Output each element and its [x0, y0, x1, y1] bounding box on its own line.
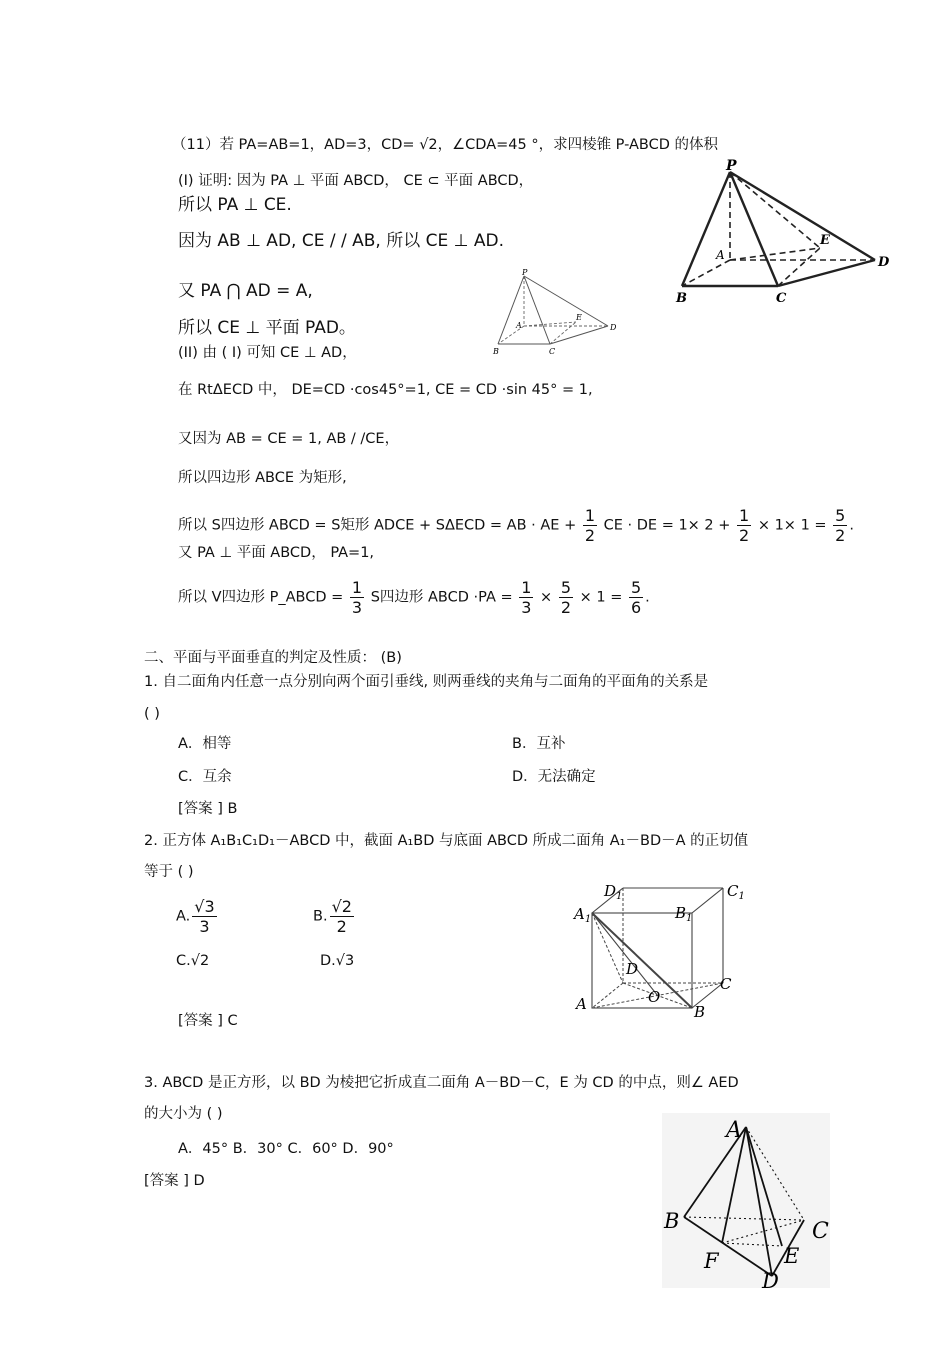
small-label-B: B [493, 347, 499, 356]
q1-option-a: A．相等 [178, 736, 232, 752]
proof-i-line1: (I) 证明: 因为 PA ⊥ 平面 ABCD， CE ⊂ 平面 ABCD， [178, 173, 534, 189]
area-equation: 所以 S四边形 ABCD = S矩形 ADCE + SΔECD = AB · AE + $\frac{1}{2}$ CE · DE = 1× 2 + $\frac{1}{2}$ × 1× 1 = $\frac{5}{2}$ . [178, 506, 854, 545]
area-expr-c: × 1× 1 = [757, 517, 827, 534]
third-den: 3 [351, 598, 363, 617]
label-D: D [878, 255, 890, 270]
cube-label-D: D [626, 960, 639, 978]
label-P: P [726, 158, 737, 174]
res-num-2: 5 [560, 578, 571, 597]
small-label-C: C [549, 347, 556, 356]
half-num-2: 1 [739, 506, 750, 525]
cube-label-C: C [720, 975, 732, 993]
proof-i-line4: 又 PA ⋂ AD = A, [178, 281, 313, 301]
res-den: 2 [835, 526, 846, 545]
half-den: 2 [584, 526, 596, 545]
q2-b-label: B. [313, 908, 328, 925]
proof-ii-line4: 所以四边形 ABCE 为矩形, [178, 470, 347, 486]
cube-label-A: A [576, 995, 587, 1013]
q2-stem-2: 等于 ( ) [144, 864, 194, 880]
q1-paren: ( ) [144, 706, 160, 722]
fraction-result [833, 506, 847, 545]
vol-num: 5 [630, 578, 642, 597]
volume-equation: 所以 V四边形 P_ABCD = $\frac{1}{3}$ S四边形 ABCD ·PA = $\frac{1}{3}$ × $\frac{5}{2}$ × 1 = $\frac{5}{6}$ . [178, 578, 650, 617]
pyramid-figure-small [490, 268, 620, 358]
proof-ii-line5: 又 PA ⊥ 平面 ABCD， PA=1, [178, 545, 375, 561]
q2-b-den: 2 [336, 917, 347, 936]
area-expr-a: S四边形 ABCD = S矩形 ADCE + SΔECD = AB · AE + [211, 517, 577, 534]
vol-expr-d: × 1 = [579, 589, 623, 606]
fold-figure [662, 1113, 837, 1293]
q2-a-label: A. [176, 908, 191, 925]
q2-b-frac [330, 897, 354, 936]
q1-option-c: C．互余 [178, 769, 232, 785]
vol-expr-c: × [540, 589, 553, 606]
section2-heading: 二、平面与平面垂直的判定及性质： (B) [144, 650, 402, 666]
label-A: A [716, 248, 725, 262]
third-den-2: 3 [521, 598, 532, 617]
proof-i-line5: 所以 CE ⊥ 平面 PAD。 [178, 318, 356, 338]
fraction-volume [629, 578, 643, 617]
proof-i-line3: 因为 AB ⊥ AD, CE / / AB, 所以 CE ⊥ AD. [178, 231, 504, 251]
cube-figure [570, 878, 760, 1023]
small-label-E: E [576, 313, 582, 322]
q3-stem-2: 的大小为 ( ) [144, 1106, 223, 1122]
fraction-five-half [559, 578, 573, 617]
fold-label-E: E [784, 1244, 800, 1268]
fraction-half-2 [737, 506, 751, 545]
cube-label-B1: $B_1$ [675, 904, 693, 924]
proof-ii-line3: 又因为 AB = CE = 1, AB / /CE， [178, 431, 400, 447]
cube-label-A1: $A_1$ [574, 905, 592, 925]
label-B: B [676, 291, 687, 306]
cube-label-C1: $C_1$ [727, 882, 745, 902]
vol-expr-b: S四边形 ABCD ·PA = [370, 589, 513, 606]
small-label-D: D [610, 323, 617, 332]
cube-label-O: O [648, 988, 661, 1006]
proof-ii-line2: 在 RtΔECD 中， DE=CD ·cos45°=1, CE = CD ·sin 45° = 1, [178, 382, 593, 398]
q2-stem: 2. 正方体 A₁B₁C₁D₁－ABCD 中，截面 A₁BD 与底面 ABCD 所成二面角 A₁－BD－A 的正切值 [144, 833, 749, 849]
small-label-P: P [522, 268, 528, 277]
q2-a-den: 3 [199, 917, 210, 936]
q2-option-b [313, 897, 356, 936]
vol-expr-a: V四边形 P_ABCD = [211, 589, 344, 606]
q2-option-d: D.√3 [320, 953, 355, 969]
small-label-A: A [516, 321, 522, 330]
fold-label-B: B [664, 1209, 680, 1233]
q2-a-num: √3 [194, 897, 215, 916]
fold-label-D: D [762, 1269, 779, 1293]
vol-den: 6 [630, 598, 642, 617]
q1-option-b: B．互补 [512, 736, 566, 752]
q3-stem: 3. ABCD 是正方形，以 BD 为棱把它折成直二面角 A－BD－C，E 为 CD 的中点，则∠ AED [144, 1075, 739, 1091]
cube-label-B: B [694, 1003, 706, 1021]
third-num: 1 [351, 578, 363, 597]
label-E: E [820, 233, 830, 248]
fraction-third-2 [519, 578, 533, 617]
cube-label-D1: $D_1$ [604, 882, 623, 902]
q1-answer: [答案 ] B [178, 801, 238, 817]
q2-b-num: √2 [331, 897, 352, 916]
third-num-2: 1 [521, 578, 532, 597]
res-num: 5 [835, 506, 846, 525]
vol-prefix: 所以 [178, 589, 207, 606]
half-num: 1 [584, 506, 596, 525]
q1-stem: 1. 自二面角内任意一点分别向两个面引垂线, 则两垂线的夹角与二面角的平面角的关系是 [144, 674, 709, 690]
fold-label-A: A [726, 1118, 742, 1143]
q1-option-d: D．无法确定 [512, 769, 596, 785]
q2-option-a [176, 897, 219, 936]
label-C: C [776, 291, 787, 306]
fold-label-C: C [812, 1219, 829, 1244]
proof-i-line2: 所以 PA ⊥ CE. [178, 195, 292, 215]
q3-options: A．45° B．30° C．60° D．90° [178, 1141, 394, 1157]
res-den-2: 2 [560, 598, 571, 617]
p11-statement: （11）若 PA=AB=1，AD=3，CD= √2，∠CDA=45 °，求四棱锥 P-ABCD 的体积 [172, 137, 719, 153]
area-prefix: 所以 [178, 517, 207, 534]
pyramid-figure-large [670, 160, 900, 305]
q2-option-c: C.√2 [176, 953, 210, 969]
half-den-2: 2 [739, 526, 750, 545]
fold-label-F: F [704, 1249, 719, 1273]
q3-answer: [答案 ] D [144, 1173, 205, 1189]
q2-answer: [答案 ] C [178, 1013, 238, 1029]
area-expr-b: CE · DE = 1× 2 + [603, 517, 731, 534]
fraction-third [350, 578, 364, 617]
q2-a-frac [192, 897, 216, 936]
proof-ii-line1: (II) 由 ( I) 可知 CE ⊥ AD， [178, 345, 357, 361]
fraction-half [583, 506, 597, 545]
